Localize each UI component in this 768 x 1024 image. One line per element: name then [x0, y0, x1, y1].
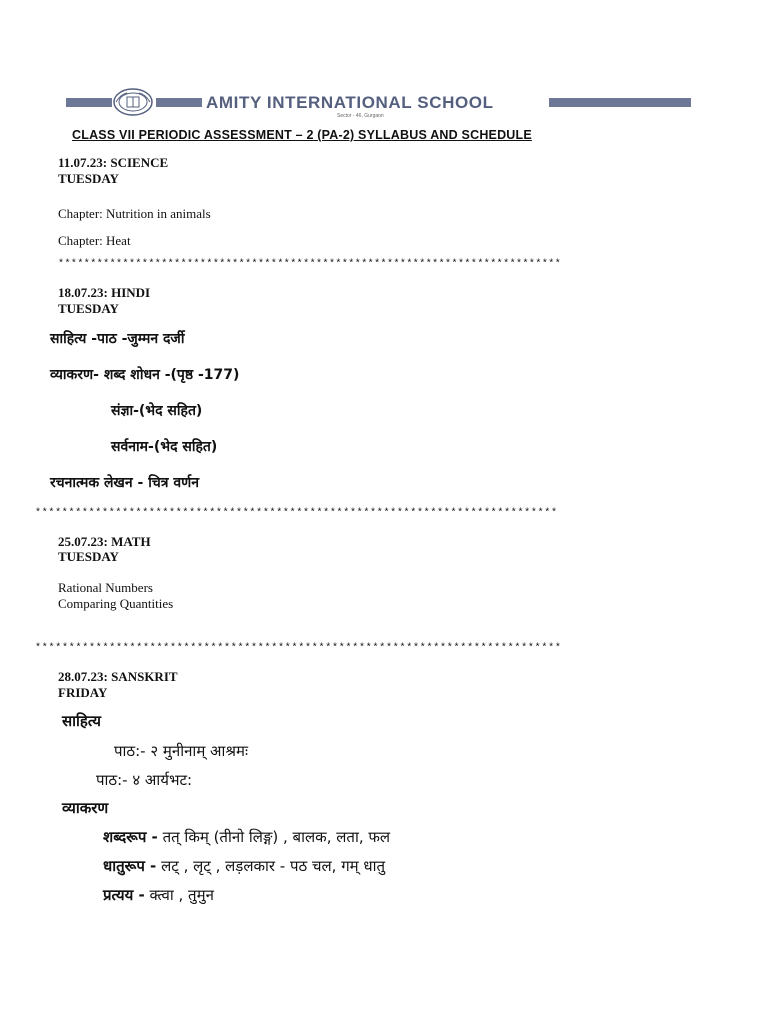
- hindi-line-rachnatmak: रचनात्मक लेखन - चित्र वर्णन: [50, 475, 200, 491]
- dhaturoop-text: लट् , लृट् , लड़लकार - पठ चल, गम् धातु: [156, 857, 386, 875]
- science-date-subject: 11.07.23: SCIENCE: [58, 155, 169, 170]
- math-topic-1: Rational Numbers: [58, 580, 153, 595]
- school-crest-icon: [113, 88, 153, 116]
- hindi-line-sahitya: साहित्य -पाठ -जुम्मन दर्जी: [50, 331, 185, 347]
- hindi-line-sarvanaam: सर्वनाम-(भेद सहित): [111, 439, 218, 455]
- math-date-subject: 25.07.23: MATH: [58, 534, 151, 549]
- science-day: TUESDAY: [58, 171, 119, 186]
- sanskrit-path-2: पाठ:- ४ आर्यभट:: [96, 771, 193, 789]
- sanskrit-vyakaran-label: व्याकरण: [62, 799, 109, 817]
- sanskrit-sahitya-label: साहित्य: [62, 712, 101, 730]
- math-day: TUESDAY: [58, 549, 119, 564]
- math-topic-2: Comparing Quantities: [58, 596, 174, 611]
- sanskrit-shabdroop: [103, 830, 390, 845]
- header-bar-left: [66, 98, 112, 107]
- shabdroop-label: शब्दरूप -: [103, 828, 158, 846]
- hindi-line-sangya: संज्ञा-(भेद सहित): [111, 403, 203, 419]
- separator-2: ******************************************************************************: [35, 508, 558, 519]
- pratyay-text: क्त्वा , तुमुन: [144, 886, 214, 904]
- header-bar-middle: [156, 98, 202, 107]
- sanskrit-day: FRIDAY: [58, 685, 108, 700]
- header-bar-right: [549, 98, 691, 107]
- page-title: CLASS VII PERIODIC ASSESSMENT – 2 (PA-2) SYLLABUS AND SCHEDULE: [72, 128, 532, 142]
- school-sector: Sector - 46, Gurgaon: [337, 113, 384, 119]
- science-chapter-1: Chapter: Nutrition in animals: [58, 206, 211, 221]
- sanskrit-date-subject: 28.07.23: SANSKRIT: [58, 669, 178, 684]
- sanskrit-pratyay: [103, 888, 214, 903]
- sanskrit-path-1: पाठ:- २ मुनीनाम् आश्रमः: [114, 742, 249, 760]
- dhaturoop-label: धातुरूप -: [103, 857, 157, 875]
- shabdroop-text: तत् किम् (तीनो लिङ्ग) , बालक, लता, फल: [157, 828, 391, 846]
- separator-1: ******************************************************************************: [58, 259, 562, 270]
- pratyay-label: प्रत्यय -: [103, 886, 145, 904]
- hindi-day: TUESDAY: [58, 301, 119, 316]
- school-name: AMITY INTERNATIONAL SCHOOL: [206, 93, 494, 112]
- hindi-line-vyakaran: व्याकरण- शब्द शोधन -(पृष्ठ -177): [50, 367, 240, 383]
- separator-3: ******************************************************************************: [35, 643, 562, 654]
- science-chapter-2: Chapter: Heat: [58, 233, 131, 248]
- sanskrit-dhaturoop: [103, 859, 385, 874]
- hindi-date-subject: 18.07.23: HINDI: [58, 285, 151, 300]
